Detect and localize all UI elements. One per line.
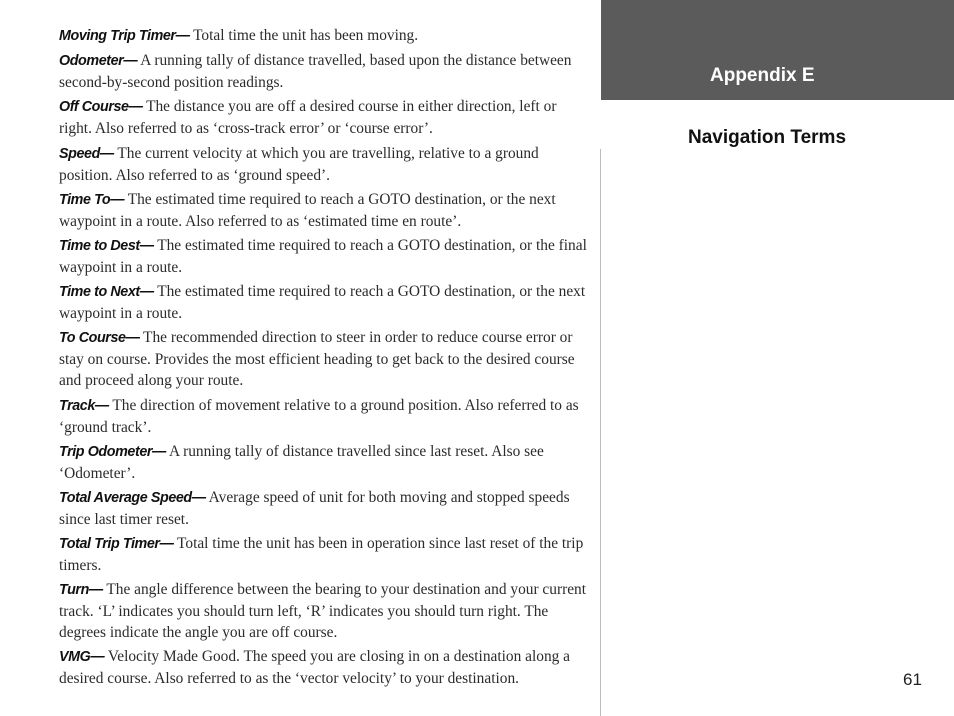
glossary-term: Turn—	[59, 582, 103, 599]
glossary-definition: Total time the unit has been moving.	[189, 27, 419, 44]
section-title: Navigation Terms	[688, 127, 847, 148]
glossary-term: Time to Dest—	[59, 237, 154, 254]
glossary-definition: The distance you are off a desired course in either direction, left or right. Also referred to as ‘cross-track error’ or ‘course error’.	[59, 98, 557, 138]
glossary-definition: Average speed of unit for both moving and stopped speeds since last timer reset.	[59, 488, 570, 528]
glossary-entry-turn	[59, 579, 591, 643]
glossary-definition: The estimated time required to reach a GOTO destination, or the next waypoint in a route.	[59, 283, 586, 323]
glossary-term: To Course—	[59, 330, 140, 347]
glossary-definition: The recommended direction to steer in order to reduce course error or stay on course. Provides the most efficient heading to get back to the desired course and proceed along your route.	[59, 329, 575, 390]
glossary-entry-speed	[59, 143, 591, 186]
glossary-definition: The current velocity at which you are travelling, relative to a ground position. Also referred to as ‘ground speed’.	[59, 144, 539, 184]
glossary-column	[59, 25, 591, 693]
glossary-term: Odometer—	[59, 53, 138, 70]
glossary-definition: Velocity Made Good. The speed you are closing in on a destination along a desired course. Also referred to as the ‘vector velocity’ to your destination.	[59, 648, 571, 688]
glossary-entry-vmg	[59, 646, 591, 689]
glossary-entry-time-to-dest	[59, 235, 591, 278]
glossary-entry-time-to	[59, 189, 591, 232]
glossary-term: Trip Odometer—	[59, 443, 166, 460]
glossary-entry-total-trip-timer	[59, 533, 591, 576]
glossary-definition: A running tally of distance travelled since last reset. Also see ‘Odometer’.	[59, 442, 544, 482]
glossary-definition: A running tally of distance travelled, based upon the distance between second-by-second position readings.	[59, 52, 572, 92]
glossary-entry-time-to-next	[59, 281, 591, 324]
glossary-term: Off Course—	[59, 99, 143, 116]
glossary-term: Speed—	[59, 145, 114, 162]
page-number: 61	[903, 670, 922, 689]
column-divider	[600, 149, 601, 716]
glossary-term: Total Average Speed—	[59, 489, 206, 506]
glossary-definition: The estimated time required to reach a GOTO destination, or the final waypoint in a route.	[59, 236, 587, 276]
glossary-term: Time to Next—	[59, 284, 154, 301]
glossary-entry-odometer	[59, 50, 591, 93]
glossary-entry-trip-odometer	[59, 441, 591, 484]
glossary-definition: The direction of movement relative to a ground position. Also referred to as ‘ground track’.	[59, 396, 579, 436]
appendix-header-bar	[601, 0, 954, 100]
glossary-term: Total Trip Timer—	[59, 536, 174, 553]
glossary-term: Time To—	[59, 191, 125, 208]
glossary-definition: Total time the unit has been in operation since last reset of the trip timers.	[59, 535, 584, 575]
glossary-entry-track	[59, 395, 591, 438]
glossary-term: Track—	[59, 397, 109, 414]
appendix-title: Appendix E	[710, 65, 815, 86]
glossary-entry-to-course	[59, 327, 591, 391]
glossary-term: Moving Trip Timer—	[59, 28, 190, 44]
glossary-entry-total-average-speed	[59, 487, 591, 530]
glossary-term: VMG—	[59, 649, 105, 666]
glossary-entry-moving-trip-timer	[59, 25, 591, 47]
glossary-definition: The angle difference between the bearing to your destination and your current track. ‘L’ indicates you should turn left, ‘R’ indicates you should turn right. The degrees indicate the angle you are off course.	[59, 581, 587, 642]
glossary-entry-off-course	[59, 96, 591, 139]
glossary-definition: The estimated time required to reach a GOTO destination, or the next waypoint in a route. Also referred to as ‘estimated time en route’.	[59, 190, 556, 230]
